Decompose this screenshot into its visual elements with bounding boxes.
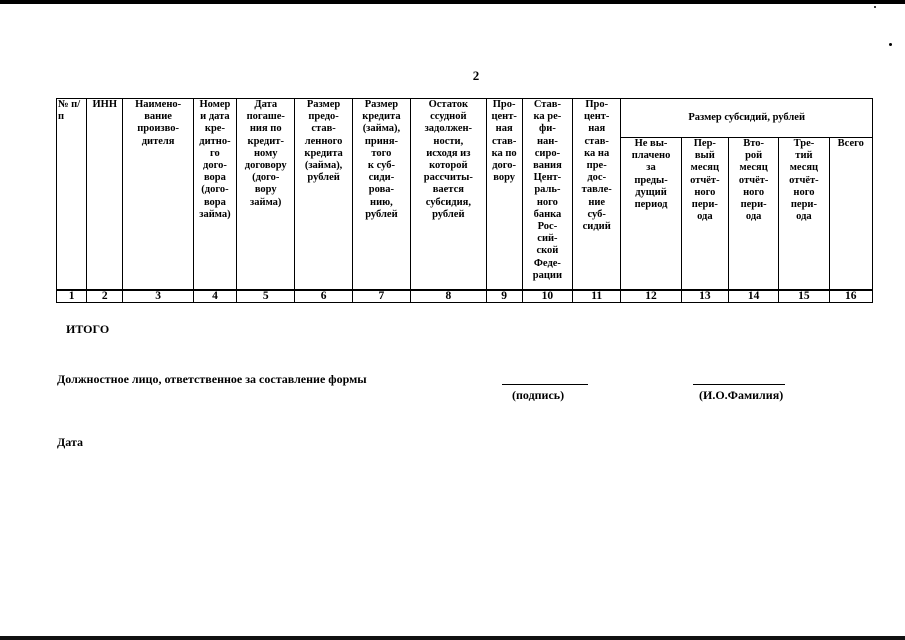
column-number: 5 (237, 290, 295, 303)
col-header-3: Наимено- вание произво- дителя (123, 99, 193, 290)
col-header-11: Про- цент- ная став- ка на пре- дос- тавле- ние суб- сидий (573, 99, 621, 290)
column-number: 7 (352, 290, 410, 303)
column-number: 1 (57, 290, 87, 303)
scan-speck (874, 6, 876, 8)
column-number: 6 (295, 290, 352, 303)
column-number: 9 (486, 290, 522, 303)
col-header-13: Пер- вый месяц отчёт- ного пери- ода (681, 138, 728, 290)
scan-speck (889, 43, 892, 46)
official-label: Должностное лицо, ответственное за составление формы (57, 372, 367, 386)
col-group-header-subsidies: Размер субсидий, рублей (621, 99, 873, 138)
total-label: ИТОГО (66, 322, 110, 336)
column-number: 11 (573, 290, 621, 303)
col-header-15: Тре- тий месяц отчёт- ного пери- ода (779, 138, 829, 290)
signature-caption: (подпись) (512, 388, 565, 402)
signature-line (502, 384, 588, 385)
name-caption: (И.О.Фамилия) (699, 388, 784, 402)
name-line (693, 384, 785, 385)
column-number-row (57, 290, 873, 303)
column-number: 12 (621, 290, 681, 303)
col-header-7: Размер кредита (займа), приня- того к суб- сиди- рова- нию, рублей (352, 99, 410, 290)
col-header-9: Про- цент- ная став- ка по дого- вору (486, 99, 522, 290)
scan-edge-top (0, 0, 905, 4)
column-number: 15 (779, 290, 829, 303)
column-number: 2 (87, 290, 123, 303)
column-number: 8 (411, 290, 486, 303)
scan-edge-bottom (0, 636, 905, 640)
column-number: 10 (522, 290, 572, 303)
subsidy-table (56, 98, 873, 303)
col-header-1: № п/п (57, 99, 87, 290)
col-header-8: Остаток ссудной задолжен- ности, исходя из которой рассчиты- вается субсидия, рублей (411, 99, 486, 290)
col-header-14: Вто- рой месяц отчёт- ного пери- ода (728, 138, 778, 290)
col-header-4: Номер и дата кре- дитно- го дого- вора (дого- вора займа) (193, 99, 236, 290)
column-number: 14 (728, 290, 778, 303)
column-number: 13 (681, 290, 728, 303)
date-label: Дата (57, 435, 83, 449)
col-header-16: Всего (829, 138, 872, 290)
column-number: 3 (123, 290, 193, 303)
col-header-12: Не вы- плачено за преды- дущий период (621, 138, 681, 290)
col-header-10: Став- ка ре- фи- нан- сиро- вания Цент- раль- ного банка Рос- сий- ской Феде- рации (522, 99, 572, 290)
column-number: 4 (193, 290, 236, 303)
col-header-5: Дата погаше- ния по кредит- ному договору (дого- вору займа) (237, 99, 295, 290)
column-number: 16 (829, 290, 872, 303)
col-header-6: Размер предо- став- ленного кредита (займа), рублей (295, 99, 352, 290)
page-number: 2 (472, 68, 480, 83)
col-header-2: ИНН (87, 99, 123, 290)
